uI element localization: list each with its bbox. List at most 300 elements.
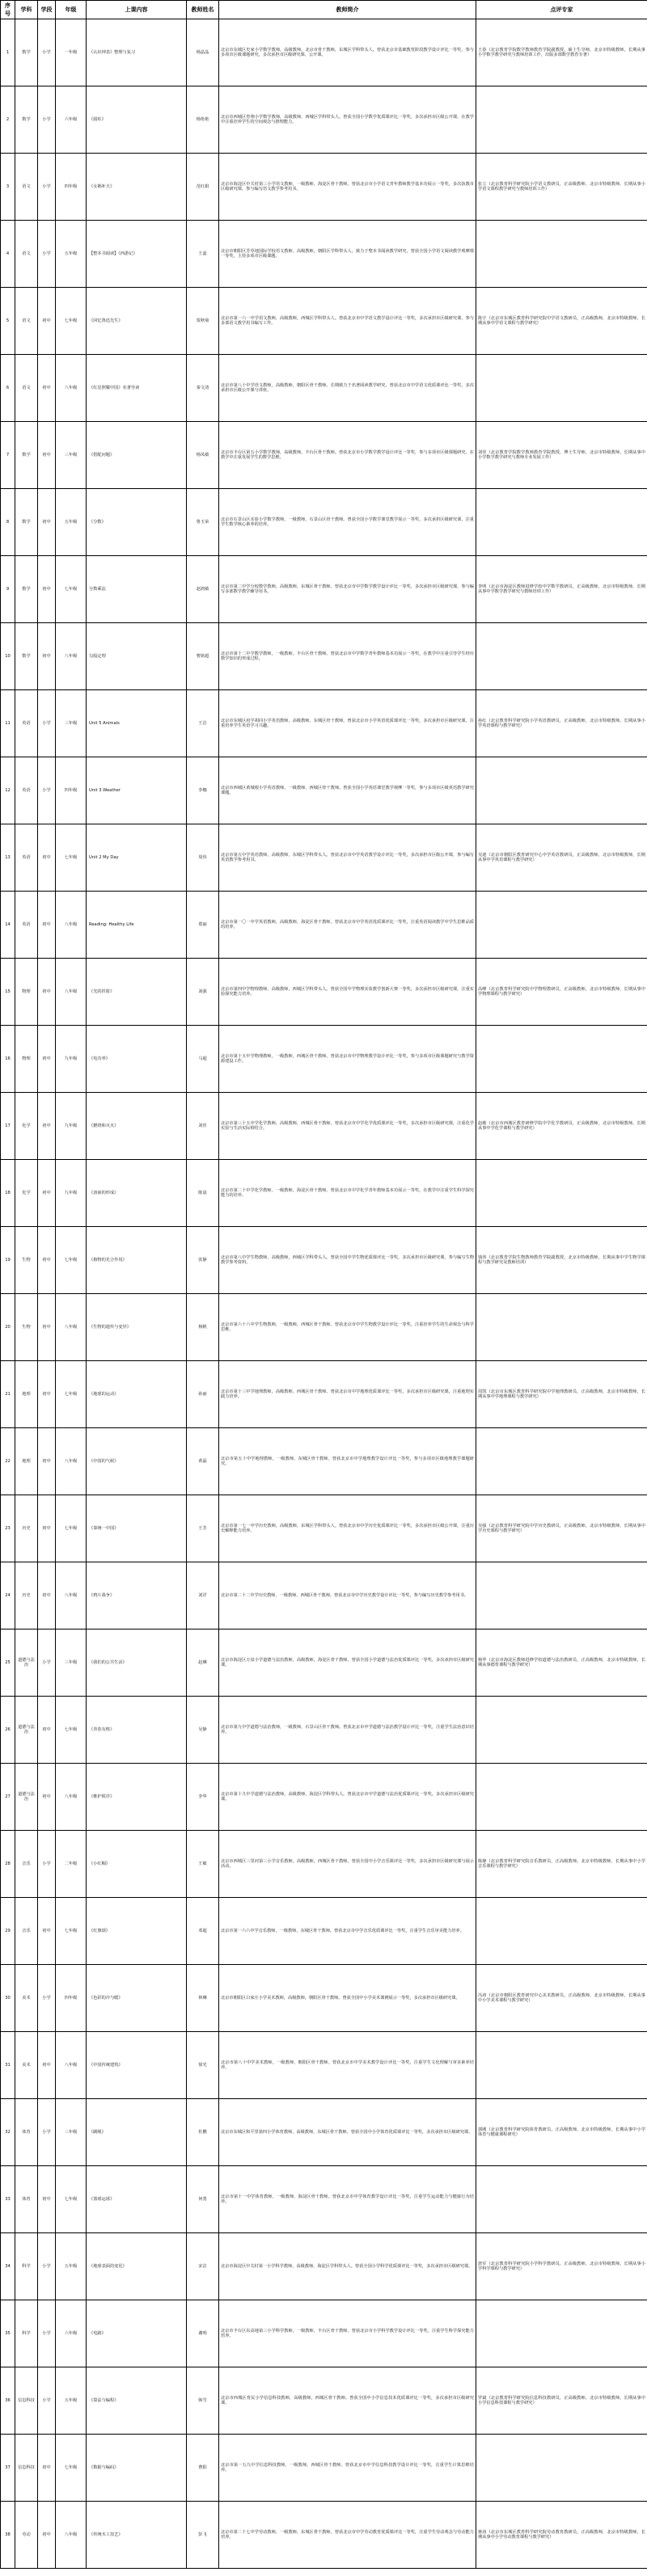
cell-grade: 三年级 [56, 1629, 87, 1697]
cell-seq: 32 [1, 2099, 15, 2166]
cell-subject: 信息科技 [15, 2367, 38, 2435]
cell-intro: 北京市第二中学分校数学教师，高级教师，东城区骨干教师。曾获北京市中学数学教学设计评比一等奖，多次承担市区级研究课，参与编写多部数学教学辅导用书。 [219, 556, 476, 623]
cell-seq: 5 [1, 288, 15, 355]
table-row [1, 1898, 647, 1965]
cell-stage: 初中 [38, 1764, 56, 1831]
cell-expert [476, 757, 647, 824]
cell-course: 《算法与编程》 [87, 2367, 187, 2435]
cell-grade: 四年级 [56, 154, 87, 221]
cell-stage: 初中 [38, 1093, 56, 1160]
cell-expert: 杨华（北京市海淀区教师进修学校道德与法治教研员，正高级教师，北京市特级教师，长期从事德育课程与教学研究） [476, 1629, 647, 1697]
cell-intro: 北京市第八十中学语文教师，高级教师，朝阳区骨干教师。长期致力于名著阅读教学研究，曾获北京市中学语文优质课评比一等奖，多次承担市区级公开课与讲座。 [219, 355, 476, 422]
cell-intro: 北京市第二十七中学劳动教师，一级教师，东城区骨干教师。曾获北京市中学劳动教育优质课评比一等奖，注重学生劳动观念与劳动能力培养。 [219, 2502, 476, 2569]
cell-stage: 小学 [38, 19, 56, 86]
table-row [1, 154, 647, 221]
cell-grade: 七年级 [56, 556, 87, 623]
cell-expert: 吴迪（北京市朝阳区教育研究中心中学英语教研员，正高级教师，北京市特级教师，长期从事中学英语课程与教学研究） [476, 824, 647, 892]
cell-subject: 道德与法治 [15, 1629, 38, 1697]
table-row [1, 1629, 647, 1697]
cell-grade: 八年级 [56, 1562, 87, 1629]
cell-seq: 27 [1, 1764, 15, 1831]
cell-grade: 五年级 [56, 221, 87, 288]
cell-seq: 26 [1, 1697, 15, 1764]
cell-seq: 3 [1, 154, 15, 221]
cell-grade: 七年级 [56, 824, 87, 892]
cell-subject: 数学 [15, 86, 38, 154]
cell-grade: 八年级 [56, 1428, 87, 1495]
cell-teacher: 邓超 [187, 1898, 219, 1965]
cell-stage: 初中 [38, 489, 56, 556]
cell-grade: 七年级 [56, 288, 87, 355]
cell-expert [476, 2300, 647, 2367]
cell-teacher: 杜鹏 [187, 2099, 219, 2166]
cell-expert [476, 623, 647, 690]
cell-teacher: 李华 [187, 1764, 219, 1831]
cell-course: 《红旗颂》 [87, 1898, 187, 1965]
table-row [1, 1361, 647, 1428]
cell-grade: 七年级 [56, 1361, 87, 1428]
header-subject: 学科 [15, 1, 38, 19]
header-row [1, 1, 647, 19]
cell-seq: 35 [1, 2300, 15, 2367]
cell-intro: 北京市西城区黄城根小学英语教师，一级教师，西城区骨干教师。曾获全国小学英语课堂教学观摩一等奖，参与多项市区级英语教学研究课题。 [219, 757, 476, 824]
cell-teacher: 宋洁 [187, 2233, 219, 2300]
cell-course: 《溶液的形成》 [87, 1160, 187, 1227]
cell-expert: 周凯（北京市东城区教育科学研究院中学地理教研员，正高级教师，北京市特级教师，长期从事中学地理课程与教学研究） [476, 1361, 647, 1428]
cell-grade: 八年级 [56, 1294, 87, 1361]
cell-subject: 生物 [15, 1227, 38, 1294]
cell-teacher: 黄磊 [187, 1428, 219, 1495]
table-row [1, 2367, 647, 2435]
cell-stage: 初中 [38, 355, 56, 422]
cell-intro: 北京市第一六一中学语文教师，高级教师，西城区学科带头人。曾获北京市中学语文教学设计评比一等奖，多次承担市区级研究课，参与多部语文教学用书编写工作。 [219, 288, 476, 355]
cell-stage: 初中 [38, 556, 56, 623]
cell-subject: 地理 [15, 1428, 38, 1495]
cell-intro: 北京市第十九中学道德与法治教师，高级教师，海淀区学科带头人。曾获北京市中学道德与法治优质课评比一等奖，多次承担市区级研究课。 [219, 1764, 476, 1831]
cell-course: 《鸦片战争》 [87, 1562, 187, 1629]
cell-intro: 北京市第十一中学体育教师，一级教师，海淀区骨干教师。曾获北京市中学体育教学设计评比一等奖，注重学生运动能力与健康行为培养。 [219, 2166, 476, 2233]
cell-expert [476, 1026, 647, 1093]
cell-expert: 罗斌（北京教育科学研究院信息科技教研员，正高级教师，北京市特级教师，长期从事中小学信息科技课程与教学研究） [476, 2367, 647, 2435]
cell-seq: 29 [1, 1898, 15, 1965]
cell-seq: 7 [1, 422, 15, 489]
cell-course: 《色彩的冷与暖》 [87, 1965, 187, 2032]
cell-grade: 四年级 [56, 757, 87, 824]
cell-stage: 初中 [38, 2166, 56, 2233]
cell-course: Reading: Healthy Life [87, 892, 187, 959]
cell-seq: 15 [1, 959, 15, 1026]
cell-seq: 21 [1, 1361, 15, 1428]
cell-subject: 道德与法治 [15, 1697, 38, 1764]
cell-intro: 北京市海淀区中关村第一小学科学教师，高级教师，海淀区学科带头人。曾获全国小学科学优质课评比一等奖，多次承担市区级研究课。 [219, 2233, 476, 2300]
cell-grade: 一年级 [56, 19, 87, 86]
cell-teacher: 刘佳 [187, 1093, 219, 1160]
table-row [1, 2502, 647, 2569]
cell-intro: 北京市丰台区东高地第三小学科学教师，一级教师，丰台区骨干教师。曾获北京市小学科学教学设计评比一等奖，注重学生科学探究能力培养。 [219, 2300, 476, 2367]
cell-grade: 七年级 [56, 1227, 87, 1294]
cell-subject: 语文 [15, 288, 38, 355]
cell-seq: 34 [1, 2233, 15, 2300]
cell-grade: 七年级 [56, 1697, 87, 1764]
cell-intro: 北京市石景山区实验小学数学教师，一级教师，石景山区骨干教师。曾获全国小学数学课堂教学展示一等奖，多次承担区级研究课，注重学生数学核心素养的培养。 [219, 489, 476, 556]
table-row [1, 1764, 647, 1831]
cell-teacher: 谢明 [187, 2300, 219, 2367]
cell-teacher: 赵琳 [187, 1629, 219, 1697]
cell-intro: 北京市第二十中学化学教师，一级教师，海淀区骨干教师。曾获北京市中学化学青年教师基本功展示一等奖，在教学中注重学生科学探究能力的培养。 [219, 1160, 476, 1227]
cell-subject: 数学 [15, 19, 38, 86]
cell-intro: 北京市西城区育翔小学数学教师，高级教师，西城区学科带头人。曾获全国小学数学优质课评比一等奖，多次承担市区级公开课，在教学中注重培养学生的空间观念与推理能力。 [219, 86, 476, 154]
cell-teacher: 李娜 [187, 757, 219, 824]
cell-teacher: 杨凤敏 [187, 422, 219, 489]
cell-intro: 北京市第一七一中学历史教师，高级教师，东城区学科带头人。曾获北京市中学历史优质课评比一等奖，多次承担市区级公开课，注重历史解释能力培养。 [219, 1495, 476, 1562]
cell-teacher: 何勇 [187, 2166, 219, 2233]
cell-course: 《电功率》 [87, 1026, 187, 1093]
cell-subject: 英语 [15, 690, 38, 757]
cell-stage: 小学 [38, 2367, 56, 2435]
cell-stage: 初中 [38, 824, 56, 892]
cell-intro: 北京市第一六六中学音乐教师，一级教师，东城区骨干教师。曾获北京市中学音乐优质课评比一等奖，注重学生音乐审美能力培养。 [219, 1898, 476, 1965]
cell-subject: 劳动 [15, 2502, 38, 2569]
cell-teacher: 吴静 [187, 1697, 219, 1764]
table-row [1, 824, 647, 892]
cell-subject: 历史 [15, 1562, 38, 1629]
cell-stage: 初中 [38, 2435, 56, 2502]
cell-grade: 八年级 [56, 355, 87, 422]
cell-grade: 二年级 [56, 1831, 87, 1898]
cell-intro: 北京市朝阳区白家庄小学美术教师，高级教师，朝阳区骨干教师。曾获全国中小学美术课例展示一等奖，多次承担市区级研究课。 [219, 1965, 476, 2032]
cell-teacher: 杨晶晶 [187, 19, 219, 86]
cell-stage: 小学 [38, 690, 56, 757]
cell-intro: 北京市东城区和平里第四小学体育教师，高级教师，东城区骨干教师。曾获全国中小学体育优质课评比一等奖，多次承担市区级研究课。 [219, 2099, 476, 2166]
cell-expert [476, 1294, 647, 1361]
cell-course: 《跳绳》 [87, 2099, 187, 2166]
cell-teacher: 王敏 [187, 1831, 219, 1898]
cell-teacher: 徐光 [187, 2032, 219, 2099]
cell-teacher: 陈晨 [187, 1160, 219, 1227]
cell-course: 《回忆鲁迅先生》 [87, 288, 187, 355]
cell-course: 《维护秩序》 [87, 1764, 187, 1831]
cell-grade: 三年级 [56, 422, 87, 489]
cell-stage: 初中 [38, 623, 56, 690]
cell-stage: 小学 [38, 1831, 56, 1898]
cell-subject: 英语 [15, 757, 38, 824]
cell-intro: 北京市海淀区中关村第三小学语文教师，一级教师，海淀区骨干教师。曾获北京市小学语文青年教师教学基本功展示一等奖，多次执教市区级研究课，参与编写语文教学参考用书。 [219, 154, 476, 221]
cell-teacher: 贾秋菊 [187, 288, 219, 355]
cell-seq: 1 [1, 19, 15, 86]
cell-teacher: 刘强 [187, 959, 219, 1026]
cell-intro: 北京市第三十五中学化学教师，高级教师，西城区骨干教师。曾获北京市中学化学优质课评比一等奖，多次承担市区级研究课，注重化学实验与生活实际相结合。 [219, 1093, 476, 1160]
cell-subject: 科学 [15, 2233, 38, 2300]
cell-course: 《青春有格》 [87, 1697, 187, 1764]
cell-stage: 初中 [38, 2502, 56, 2569]
cell-seq: 31 [1, 2032, 15, 2099]
cell-expert [476, 2032, 647, 2099]
table-row [1, 1227, 647, 1294]
table-row [1, 1093, 647, 1160]
cell-expert: 吴强（北京教育科学研究院中学历史教研员，正高级教师，北京市特级教师，长期从事中学历史课程与教学研究） [476, 1495, 647, 1562]
cell-subject: 美术 [15, 2032, 38, 2099]
table-row [1, 2435, 647, 2502]
cell-expert: 陈静（北京教育科学研究院音乐教研员，正高级教师，北京市特级教师，长期从事中小学音乐课程与教学研究） [476, 1831, 647, 1898]
cell-stage: 初中 [38, 1294, 56, 1361]
table-row [1, 959, 647, 1026]
cell-seq: 37 [1, 2435, 15, 2502]
cell-subject: 物理 [15, 1026, 38, 1093]
cell-course: 《分数》 [87, 489, 187, 556]
cell-stage: 初中 [38, 1697, 56, 1764]
cell-seq: 30 [1, 1965, 15, 2032]
cell-course: 《地球表面的变化》 [87, 2233, 187, 2300]
header-intro: 教师简介 [219, 1, 476, 19]
table-row [1, 19, 647, 86]
cell-course: 《燃烧和灭火》 [87, 1093, 187, 1160]
header-seq: 序号 [1, 1, 15, 19]
cell-seq: 24 [1, 1562, 15, 1629]
cell-expert: 冯涛（北京市朝阳区教育研究中心美术教研员，正高级教师，北京市特级教师，长期从事中小学美术课程与教学研究） [476, 1965, 647, 2032]
cell-grade: 七年级 [56, 1898, 87, 1965]
cell-grade: 八年级 [56, 2502, 87, 2569]
cell-grade: 三年级 [56, 2099, 87, 2166]
cell-seq: 22 [1, 1428, 15, 1495]
cell-subject: 语文 [15, 154, 38, 221]
cell-expert [476, 2166, 647, 2233]
cell-subject: 体育 [15, 2099, 38, 2166]
cell-subject: 体育 [15, 2166, 38, 2233]
cell-teacher: 王蕊 [187, 221, 219, 288]
cell-teacher: 杨帆 [187, 1294, 219, 1361]
cell-course: 《植物的光合作用》 [87, 1227, 187, 1294]
cell-stage: 小学 [38, 154, 56, 221]
table-row [1, 221, 647, 288]
cell-stage: 初中 [38, 1361, 56, 1428]
table-row [1, 690, 647, 757]
cell-teacher: 鲁玉荣 [187, 489, 219, 556]
cell-expert: 李明（北京市海淀区教师进修学校中学数学教研员，正高级教师，北京市特级教师，长期从事中学数学教学研究与教师培训工作） [476, 556, 647, 623]
cell-stage: 小学 [38, 2300, 56, 2367]
cell-grade: 八年级 [56, 959, 87, 1026]
cell-grade: 八年级 [56, 2032, 87, 2099]
cell-subject: 科学 [15, 2300, 38, 2367]
cell-seq: 18 [1, 1160, 15, 1227]
cell-course: Unit 2 My Day [87, 824, 187, 892]
cell-subject: 英语 [15, 892, 38, 959]
table-row [1, 86, 647, 154]
cell-intro: 北京市第五中学英语教师，高级教师，东城区学科带头人。曾获北京市中学英语教学设计评比一等奖，多次承担市区级公开课，参与编写英语教学参考用书。 [219, 824, 476, 892]
cell-seq: 8 [1, 489, 15, 556]
cell-seq: 6 [1, 355, 15, 422]
cell-stage: 小学 [38, 1965, 56, 2032]
cell-subject: 地理 [15, 1361, 38, 1428]
cell-teacher: 刘洋 [187, 1562, 219, 1629]
cell-stage: 初中 [38, 1562, 56, 1629]
cell-expert [476, 1898, 647, 1965]
cell-expert: 蒋涛（北京市东城区教育科学研究院劳动教育教研员，正高级教师，北京市特级教师，长期从事中小学劳动教育课程与教学研究） [476, 2502, 647, 2569]
header-teacher: 教师姓名 [187, 1, 219, 19]
cell-course: 《篮球运球》 [87, 2166, 187, 2233]
cell-subject: 美术 [15, 1965, 38, 2032]
cell-course: 《红星照耀中国》名著导读 [87, 355, 187, 422]
cell-expert: 王春（北京教育学院数学教师教育学院副教授，硕士生导师，北京市特级教师，长期从事小学数学教学研究与教师培训工作，出版多部数学教育专著） [476, 19, 647, 86]
cell-teacher: 孙丽 [187, 1361, 219, 1428]
cell-seq: 28 [1, 1831, 15, 1898]
cell-subject: 历史 [15, 1495, 38, 1562]
cell-intro: 北京市第九中学道德与法治教师，一级教师，石景山区骨干教师。曾获北京市中学道德与法治教学设计评比一等奖，注重学生法治意识培养。 [219, 1697, 476, 1764]
cell-teacher: 马超 [187, 1026, 219, 1093]
cell-grade: 九年级 [56, 1026, 87, 1093]
cell-seq: 4 [1, 221, 15, 288]
cell-grade: 三年级 [56, 690, 87, 757]
table-row [1, 1160, 647, 1227]
cell-seq: 33 [1, 2166, 15, 2233]
cell-teacher: 王洁 [187, 690, 219, 757]
cell-course: Unit 5 Animals [87, 690, 187, 757]
cell-intro: 北京市第二十二中学历史教师，一级教师，西城区骨干教师。曾获北京市中学历史教学设计评比一等奖，参与编写历史教学参考用书。 [219, 1562, 476, 1629]
cell-subject: 语文 [15, 221, 38, 288]
cell-course: 【整本书阅读】《西游记》 [87, 221, 187, 288]
cell-stage: 初中 [38, 2032, 56, 2099]
cell-intro: 北京市第四中学物理教师，高级教师，西城区学科带头人。曾获全国中学物理实验教学创新大赛一等奖，多次承担市区级研究课，注重实验探究能力培养。 [219, 959, 476, 1026]
cell-teacher: 彭飞 [187, 2502, 219, 2569]
cell-teacher: 韩雪 [187, 2367, 219, 2435]
cell-seq: 14 [1, 892, 15, 959]
cell-course: 《生物的遗传与变异》 [87, 1294, 187, 1361]
cell-course: 《传统木工技艺》 [87, 2502, 187, 2569]
cell-stage: 小学 [38, 757, 56, 824]
cell-intro: 北京市东城区府学胡同小学英语教师，高级教师，东城区骨干教师。曾获北京市小学英语优质课评比一等奖，多次承担市区级研究课，注重培养学生英语学习兴趣。 [219, 690, 476, 757]
table-row [1, 623, 647, 690]
cell-course: 分数乘法 [87, 556, 187, 623]
table-row [1, 355, 647, 422]
cell-seq: 36 [1, 2367, 15, 2435]
cell-teacher: 曹阳 [187, 2435, 219, 2502]
cell-seq: 23 [1, 1495, 15, 1562]
cell-teacher: 周伟 [187, 824, 219, 892]
cell-grade: 九年级 [56, 1160, 87, 1227]
cell-subject: 物理 [15, 959, 38, 1026]
table-row [1, 1428, 647, 1495]
cell-subject: 道德与法治 [15, 1764, 38, 1831]
cell-seq: 12 [1, 757, 15, 824]
cell-stage: 初中 [38, 1898, 56, 1965]
cell-expert [476, 489, 647, 556]
cell-grade: 五年级 [56, 2367, 87, 2435]
cell-teacher: 郑丽 [187, 892, 219, 959]
cell-subject: 音乐 [15, 1831, 38, 1898]
cell-course: 《认识钟表》整理与复习 [87, 19, 187, 86]
cell-course: 《地球的运动》 [87, 1361, 187, 1428]
table-row [1, 1495, 647, 1562]
table-row [1, 892, 647, 959]
cell-stage: 小学 [38, 1629, 56, 1697]
cell-course: 《搭配问题》 [87, 422, 187, 489]
table-row [1, 2166, 647, 2233]
header-expert: 点评专家 [476, 1, 647, 19]
cell-expert: 高峰（北京教育科学研究院中学物理教研员，正高级教师，北京市特级教师，长期从事中学物理课程与教学研究） [476, 959, 647, 1026]
cell-stage: 初中 [38, 422, 56, 489]
cell-intro: 北京市第一〇一中学英语教师，高级教师，海淀区骨干教师。曾获北京市中学英语优质课评比一等奖，注重英语阅读教学中学生思维品质的培养。 [219, 892, 476, 959]
cell-course: 《中国传统建筑》 [87, 2032, 187, 2099]
cell-grade: 六年级 [56, 2300, 87, 2367]
cell-intro: 北京市东城区史家小学数学教师，高级教师，北京市骨干教师，东城区学科带头人。曾获北京市基础教育阶段教学设计评比一等奖，参与多项市区级课题研究，多次承担市区级研究课、公开课。 [219, 19, 476, 86]
cell-subject: 数学 [15, 489, 38, 556]
table-row [1, 2300, 647, 2367]
cell-teacher: 范红娟 [187, 154, 219, 221]
cell-expert [476, 221, 647, 288]
cell-grade: 六年级 [56, 86, 87, 154]
cell-stage: 初中 [38, 1227, 56, 1294]
cell-expert [476, 1160, 647, 1227]
header-stage: 学段 [38, 1, 56, 19]
cell-stage: 小学 [38, 86, 56, 154]
cell-seq: 11 [1, 690, 15, 757]
cell-expert [476, 1764, 647, 1831]
cell-stage: 初中 [38, 892, 56, 959]
cell-subject: 数学 [15, 556, 38, 623]
cell-subject: 数学 [15, 422, 38, 489]
cell-stage: 小学 [38, 2099, 56, 2166]
table-row [1, 757, 647, 824]
cell-intro: 北京市第十三中学地理教师，高级教师，西城区骨干教师。曾获北京市中学地理优质课评比一等奖，多次承担市区级研究课，注重地理实践力培养。 [219, 1361, 476, 1428]
cell-teacher: 张静 [187, 1227, 219, 1294]
table-row [1, 288, 647, 355]
cell-expert [476, 1428, 647, 1495]
cell-seq: 17 [1, 1093, 15, 1160]
cell-seq: 16 [1, 1026, 15, 1093]
cell-teacher: 杨艳艳 [187, 86, 219, 154]
header-grade: 年级 [56, 1, 87, 19]
cell-grade: 七年级 [56, 2166, 87, 2233]
cell-stage: 初中 [38, 959, 56, 1026]
cell-seq: 20 [1, 1294, 15, 1361]
cell-grade: 八年级 [56, 623, 87, 690]
table-row [1, 1831, 647, 1898]
cell-stage: 小学 [38, 221, 56, 288]
cell-seq: 13 [1, 824, 15, 892]
table-row [1, 2032, 647, 2099]
cell-expert [476, 1697, 647, 1764]
cell-intro: 北京市第八十中学美术教师，一级教师，朝阳区骨干教师。曾获北京市中学美术教学设计评比一等奖，注重学生文化理解与审美素养培养。 [219, 2032, 476, 2099]
table-row [1, 2233, 647, 2300]
cell-subject: 音乐 [15, 1898, 38, 1965]
cell-course: Unit 3 Weather [87, 757, 187, 824]
cell-subject: 生物 [15, 1294, 38, 1361]
cell-grade: 五年级 [56, 2233, 87, 2300]
cell-seq: 10 [1, 623, 15, 690]
cell-course: 《中国的气候》 [87, 1428, 187, 1495]
table-row [1, 1026, 647, 1093]
cell-grade: 八年级 [56, 1764, 87, 1831]
cell-intro: 北京市第五十中学地理教师，一级教师，东城区骨干教师。曾获北京市中学地理教学设计评比一等奖，参与多项市区级地理教学课题研究。 [219, 1428, 476, 1495]
cell-intro: 北京市朝阳区芳草地国际学校语文教师，高级教师，朝阳区学科带头人。致力于整本书阅读教学研究，曾获全国小学语文阅读教学观摩课一等奖，主持多项市区级课题。 [219, 221, 476, 288]
cell-teacher: 王芳 [187, 1495, 219, 1562]
cell-intro: 北京市第十五中学物理教师，一级教师，西城区骨干教师。曾获北京市中学物理教学设计评比一等奖，参与多项市区级课题研究与教学资源建设工作。 [219, 1026, 476, 1093]
cell-expert [476, 1562, 647, 1629]
cell-course: 《我们的公共生活》 [87, 1629, 187, 1697]
cell-seq: 2 [1, 86, 15, 154]
cell-grade: 七年级 [56, 2435, 87, 2502]
cell-intro: 北京市第八中学生物教师，高级教师，西城区学科带头人。曾获全国中学生物优质课评比一等奖，多次承担市区级研究课，参与编写生物教学参考资料。 [219, 1227, 476, 1294]
table-row [1, 1697, 647, 1764]
cell-stage: 初中 [38, 1428, 56, 1495]
cell-course: 《圆柱》 [87, 86, 187, 154]
cell-expert [476, 86, 647, 154]
cell-course: 《小红帽》 [87, 1831, 187, 1898]
cell-intro: 北京市海淀区万泉小学道德与法治教师，高级教师，海淀区骨干教师。曾获全国小学道德与法治优质课评比一等奖，多次承担市区级研究课。 [219, 1629, 476, 1697]
cell-intro: 北京市西城区三里河第三小学音乐教师，高级教师，西城区骨干教师。曾获全国中小学音乐课评比一等奖，多次承担市区级研究课与展示活动。 [219, 1831, 476, 1898]
cell-stage: 小学 [38, 2233, 56, 2300]
cell-subject: 化学 [15, 1160, 38, 1227]
cell-course: 《秦统一中国》 [87, 1495, 187, 1562]
